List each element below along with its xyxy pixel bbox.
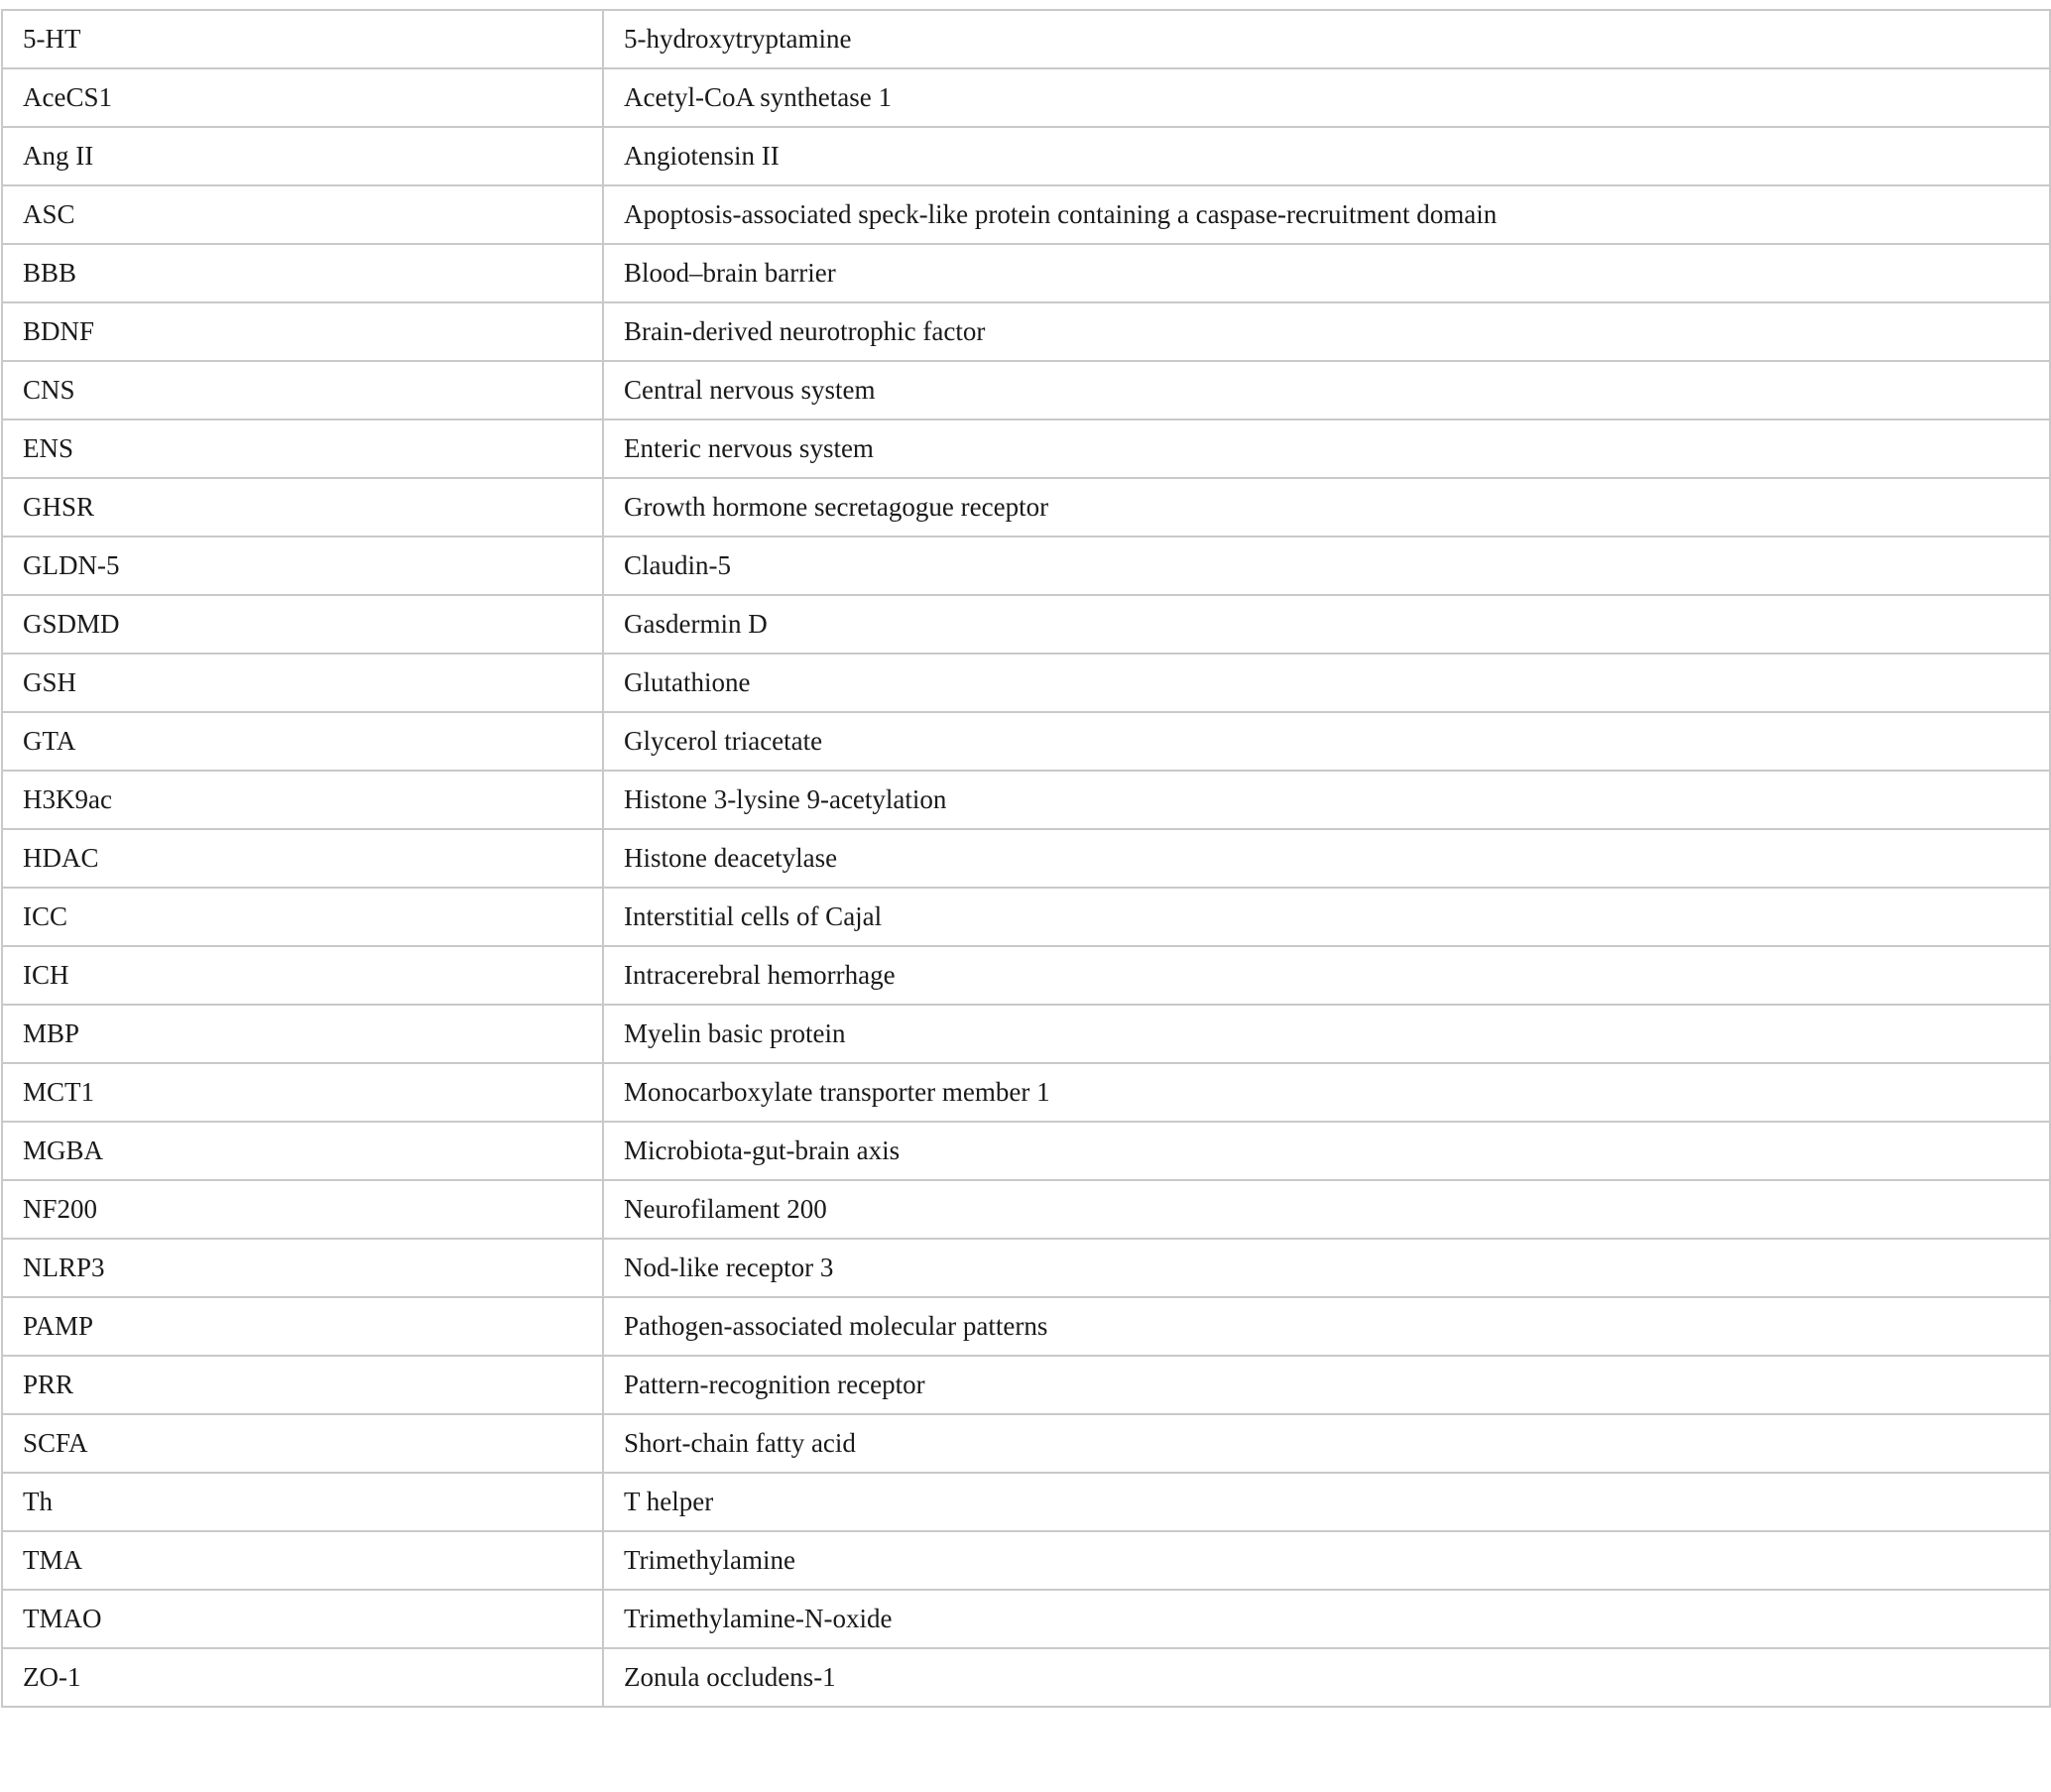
- abbreviation-cell: ASC: [2, 185, 603, 244]
- table-row: [2, 68, 2050, 127]
- table-row: [2, 361, 2050, 419]
- abbreviation-cell: TMAO: [2, 1590, 603, 1648]
- definition-cell: Myelin basic protein: [603, 1005, 2050, 1063]
- definition-cell: Trimethylamine-N-oxide: [603, 1590, 2050, 1648]
- definition-cell: Apoptosis-associated speck-like protein containing a caspase-recruitment domain: [603, 185, 2050, 244]
- abbreviation-cell: GSDMD: [2, 595, 603, 654]
- table-row: [2, 244, 2050, 302]
- table-row: [2, 1473, 2050, 1531]
- table-row: [2, 1356, 2050, 1414]
- definition-cell: Enteric nervous system: [603, 419, 2050, 478]
- definition-cell: Angiotensin II: [603, 127, 2050, 185]
- abbreviation-cell: BDNF: [2, 302, 603, 361]
- abbreviation-cell: CNS: [2, 361, 603, 419]
- definition-cell: Histone 3-lysine 9-acetylation: [603, 771, 2050, 829]
- abbreviation-cell: Ang II: [2, 127, 603, 185]
- abbreviation-cell: MCT1: [2, 1063, 603, 1122]
- table-row: [2, 1590, 2050, 1648]
- abbreviation-cell: HDAC: [2, 829, 603, 888]
- abbreviation-cell: GLDN-5: [2, 537, 603, 595]
- abbreviation-cell: GHSR: [2, 478, 603, 537]
- definition-cell: Nod-like receptor 3: [603, 1239, 2050, 1297]
- table-row: [2, 1531, 2050, 1590]
- definition-cell: Histone deacetylase: [603, 829, 2050, 888]
- table-row: [2, 1297, 2050, 1356]
- definition-cell: Monocarboxylate transporter member 1: [603, 1063, 2050, 1122]
- table-row: [2, 10, 2050, 68]
- definition-cell: Intracerebral hemorrhage: [603, 946, 2050, 1005]
- abbreviation-cell: MGBA: [2, 1122, 603, 1180]
- abbreviation-cell: ENS: [2, 419, 603, 478]
- definition-cell: Central nervous system: [603, 361, 2050, 419]
- definition-cell: Claudin-5: [603, 537, 2050, 595]
- definition-cell: Glycerol triacetate: [603, 712, 2050, 771]
- abbreviation-cell: ICC: [2, 888, 603, 946]
- definition-cell: Pathogen-associated molecular patterns: [603, 1297, 2050, 1356]
- abbreviation-cell: BBB: [2, 244, 603, 302]
- table-row: [2, 1063, 2050, 1122]
- table-row: [2, 419, 2050, 478]
- abbreviation-cell: H3K9ac: [2, 771, 603, 829]
- definition-cell: Gasdermin D: [603, 595, 2050, 654]
- abbreviation-cell: MBP: [2, 1005, 603, 1063]
- abbreviations-table: [1, 9, 2051, 1708]
- definition-cell: Short-chain fatty acid: [603, 1414, 2050, 1473]
- table-row: [2, 712, 2050, 771]
- table-row: [2, 127, 2050, 185]
- definition-cell: Neurofilament 200: [603, 1180, 2050, 1239]
- definition-cell: Acetyl-CoA synthetase 1: [603, 68, 2050, 127]
- abbreviation-cell: Th: [2, 1473, 603, 1531]
- abbreviation-cell: NLRP3: [2, 1239, 603, 1297]
- definition-cell: Brain-derived neurotrophic factor: [603, 302, 2050, 361]
- abbreviation-cell: 5-HT: [2, 10, 603, 68]
- abbreviation-cell: GTA: [2, 712, 603, 771]
- definition-cell: Glutathione: [603, 654, 2050, 712]
- table-row: [2, 1239, 2050, 1297]
- table-row: [2, 829, 2050, 888]
- table-row: [2, 1005, 2050, 1063]
- table-row: [2, 1414, 2050, 1473]
- abbreviation-cell: PRR: [2, 1356, 603, 1414]
- abbreviation-cell: TMA: [2, 1531, 603, 1590]
- table-row: [2, 185, 2050, 244]
- definition-cell: Blood–brain barrier: [603, 244, 2050, 302]
- table-row: [2, 654, 2050, 712]
- abbreviation-cell: NF200: [2, 1180, 603, 1239]
- definition-cell: 5-hydroxytryptamine: [603, 10, 2050, 68]
- definition-cell: Growth hormone secretagogue receptor: [603, 478, 2050, 537]
- definition-cell: Pattern-recognition receptor: [603, 1356, 2050, 1414]
- definition-cell: Microbiota-gut-brain axis: [603, 1122, 2050, 1180]
- table-row: [2, 888, 2050, 946]
- definition-cell: T helper: [603, 1473, 2050, 1531]
- table-row: [2, 771, 2050, 829]
- table-row: [2, 1180, 2050, 1239]
- table-row: [2, 302, 2050, 361]
- table-row: [2, 1648, 2050, 1707]
- abbreviation-cell: ZO-1: [2, 1648, 603, 1707]
- abbreviation-cell: SCFA: [2, 1414, 603, 1473]
- abbreviation-cell: GSH: [2, 654, 603, 712]
- abbreviation-cell: PAMP: [2, 1297, 603, 1356]
- table-row: [2, 1122, 2050, 1180]
- abbreviation-cell: ICH: [2, 946, 603, 1005]
- table-row: [2, 478, 2050, 537]
- definition-cell: Trimethylamine: [603, 1531, 2050, 1590]
- table-row: [2, 946, 2050, 1005]
- table-row: [2, 595, 2050, 654]
- table-row: [2, 537, 2050, 595]
- definition-cell: Zonula occludens-1: [603, 1648, 2050, 1707]
- abbreviation-cell: AceCS1: [2, 68, 603, 127]
- definition-cell: Interstitial cells of Cajal: [603, 888, 2050, 946]
- abbreviations-table-body: [2, 10, 2050, 1707]
